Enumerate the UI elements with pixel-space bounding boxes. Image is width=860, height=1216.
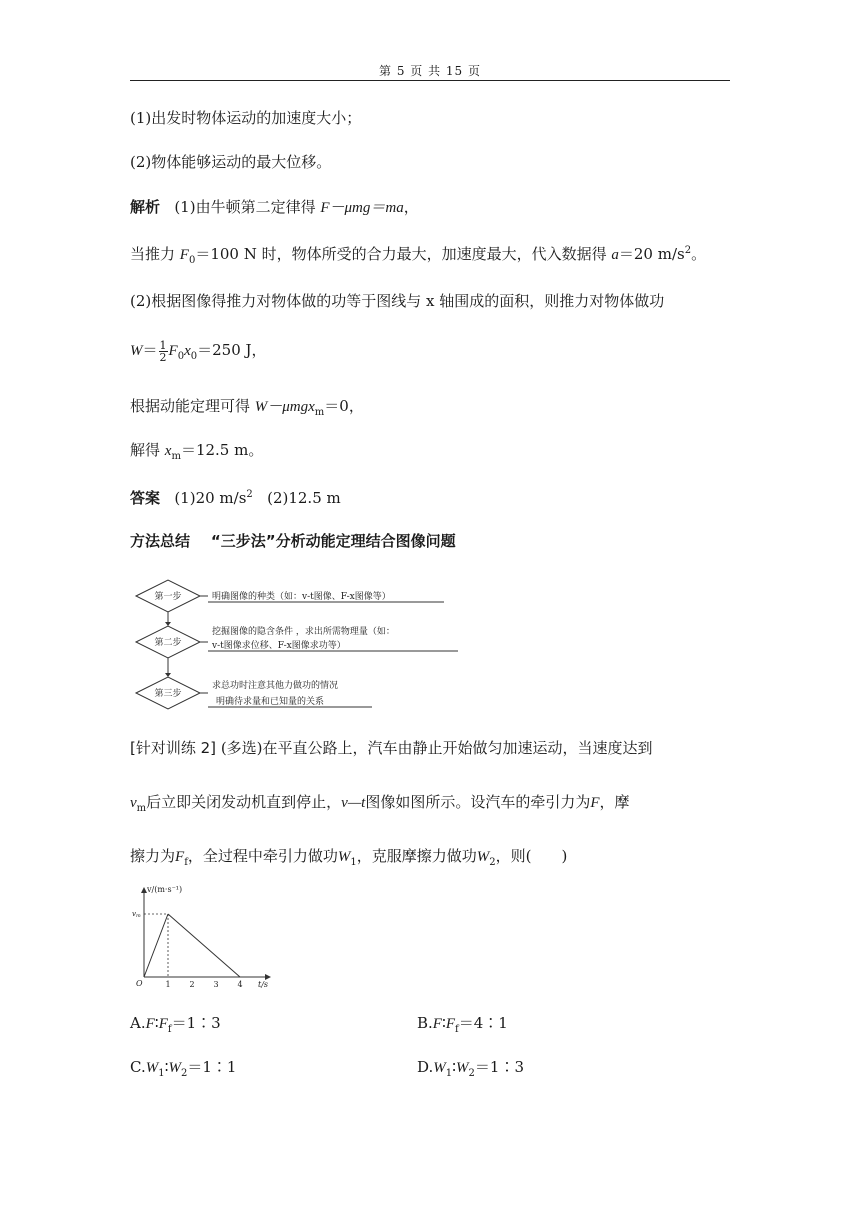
sub: 0 — [177, 351, 185, 362]
step2-label: 第二步 — [154, 638, 182, 648]
numerator: 1 — [159, 338, 167, 352]
method-summary — [130, 531, 456, 551]
var-f: F — [590, 795, 600, 811]
option-a[interactable] — [130, 1013, 221, 1040]
sub: 2 — [181, 1068, 188, 1079]
three-step-flowchart — [128, 572, 468, 714]
question-1: (1)出发时物体运动的加速度大小； — [130, 109, 362, 127]
exercise-text: ，则( ) — [495, 847, 568, 865]
page-header: 第 5 页 共 15 页 — [379, 64, 481, 78]
answer-line — [130, 485, 341, 508]
exercise-text: (多选)在平直公路上，汽车由静止开始做匀加速运动，当速度达到 — [220, 739, 653, 757]
solution-line-5 — [130, 396, 364, 423]
value: ＝12.5 m。 — [180, 441, 264, 459]
option-letter: A. — [130, 1014, 146, 1032]
vt-chart — [128, 882, 278, 992]
solution-text: 解得 — [130, 441, 165, 459]
var-w: W — [130, 343, 143, 359]
arrow-2-head — [165, 673, 171, 677]
option-letter: D. — [417, 1058, 434, 1076]
origin-label: O — [136, 979, 143, 988]
var-w1: W — [145, 1060, 159, 1076]
ratio: ∶ — [452, 1058, 457, 1076]
equation: W－μmgx — [254, 399, 315, 415]
value: ＝0， — [324, 397, 364, 415]
option-d[interactable] — [417, 1057, 524, 1084]
exercise-text: 擦力为 — [130, 847, 176, 865]
var-f: F — [432, 1016, 442, 1032]
sub: f — [167, 1024, 172, 1035]
step3-label: 第三步 — [154, 689, 182, 699]
solution-line-4 — [130, 335, 267, 372]
var-a: a — [611, 247, 619, 263]
answer-1: (1)20 m/s — [174, 489, 247, 507]
var-ff: F — [445, 1016, 456, 1032]
exercise-text: ，克服摩擦力做功 — [356, 847, 477, 865]
exercise-line-3 — [130, 846, 567, 873]
answer-2: (2)12.5 m — [267, 489, 341, 507]
arrow-1-head — [165, 622, 171, 626]
var-f: F — [175, 849, 185, 865]
var-vt: v—t — [341, 795, 366, 811]
option-value: ＝1∶3 — [171, 1014, 221, 1032]
x-axis-label: t/s — [258, 980, 269, 989]
sub: m — [171, 451, 181, 462]
exercise-text: 后立即关闭发动机直到停止， — [146, 793, 342, 811]
solution-line-6 — [130, 440, 263, 467]
exercise-line-1 — [130, 738, 653, 758]
var-w2: W — [456, 1060, 469, 1076]
accel-segment — [144, 914, 168, 977]
var-w2: W — [476, 849, 490, 865]
solution-text: (1)由牛顿第二定律得 — [174, 198, 321, 216]
exercise-line-2 — [130, 792, 630, 819]
step3-text-1: 求总功时注意其他力做功的情况 — [212, 681, 339, 691]
var-ff: F — [158, 1016, 168, 1032]
var-x: x — [164, 443, 172, 459]
var-x: x — [184, 343, 191, 359]
sub: 0 — [190, 351, 198, 362]
fraction — [159, 340, 168, 363]
sub: 0 — [188, 255, 196, 266]
decel-segment — [168, 914, 240, 977]
sub: f — [184, 857, 188, 868]
step1-text: 明确图像的种类（如：v-t图像、F-x图像等） — [212, 592, 391, 602]
sub: 1 — [350, 857, 357, 868]
header-rule — [130, 80, 730, 81]
step1-label: 第一步 — [154, 592, 182, 602]
sub: 2 — [489, 857, 496, 868]
ratio: ∶ — [164, 1058, 169, 1076]
sub: 1 — [158, 1068, 165, 1079]
equals: ＝ — [142, 341, 158, 359]
step2-text-2: v-t图像求位移、F-x图像求功等） — [212, 641, 346, 651]
method-title: “三步法”分析动能定理结合图像问题 — [210, 532, 456, 550]
option-value: ＝1∶3 — [474, 1058, 525, 1076]
question-2: (2)物体能够运动的最大位移。 — [130, 153, 332, 171]
option-b[interactable] — [417, 1013, 508, 1040]
option-letter: C. — [130, 1058, 146, 1076]
exercise-text: 图像如图所示。设汽车的牵引力为 — [365, 793, 591, 811]
sub: 1 — [445, 1068, 453, 1079]
option-c[interactable] — [130, 1057, 236, 1084]
sub: f — [455, 1024, 459, 1035]
equation: F－μmg＝ma — [320, 200, 404, 216]
answer-label: 答案 — [130, 489, 161, 507]
punct: 。 — [691, 245, 707, 263]
exercise-text: ，全过程中牵引力做功 — [187, 847, 338, 865]
y-axis-label: v/(m·s⁻¹) — [147, 885, 183, 894]
solution-text: 当推力 — [130, 245, 180, 263]
ratio: ∶ — [441, 1014, 446, 1032]
sup: 2 — [684, 245, 692, 256]
value: ＝250 J， — [197, 341, 267, 359]
step3-text-2: 明确待求量和已知量的关系 — [216, 697, 325, 707]
solution-line-1 — [130, 197, 419, 218]
denominator: 2 — [159, 350, 167, 364]
solution-text: 根据动能定理可得 — [130, 397, 255, 415]
ratio: ∶ — [154, 1014, 159, 1032]
var-f: F — [179, 247, 189, 263]
x-tick-label: 4 — [237, 980, 243, 989]
sub: 2 — [468, 1068, 475, 1079]
var-w1: W — [337, 849, 351, 865]
x-tick-label: 1 — [165, 980, 171, 989]
solution-label: 解析 — [130, 198, 161, 216]
option-letter: B. — [417, 1014, 433, 1032]
sup: 2 — [246, 489, 253, 500]
option-value: ＝1∶1 — [187, 1058, 237, 1076]
solution-line-3: (2)根据图像得推力对物体做的功等于图线与 x 轴围成的面积，则推力对物体做功 — [130, 292, 665, 310]
option-value: ＝4∶1 — [458, 1014, 508, 1032]
solution-line-2 — [130, 241, 706, 271]
vm-tick-label: vm — [132, 910, 141, 919]
value: ＝20 m/s — [618, 245, 685, 263]
solution-text: ＝100 N 时，物体所受的合力最大，加速度最大，代入数据得 — [195, 245, 612, 263]
exercise-text: ，摩 — [599, 793, 630, 811]
x-tick-label: 3 — [213, 980, 219, 989]
sub: m — [314, 407, 325, 418]
x-tick-label: 2 — [189, 980, 195, 989]
method-label: 方法总结 — [130, 532, 191, 550]
var-w1: W — [433, 1060, 446, 1076]
var-f: F — [145, 1016, 155, 1032]
var-v: v — [130, 795, 137, 811]
var-f: F — [168, 343, 178, 359]
sub: m — [136, 803, 147, 814]
exercise-label: [针对训练 2] — [130, 739, 217, 757]
step2-text-1: 挖掘图像的隐含条件 ，求出所需物理量（如： — [212, 627, 395, 637]
punct: ， — [403, 198, 419, 216]
var-w2: W — [168, 1060, 181, 1076]
